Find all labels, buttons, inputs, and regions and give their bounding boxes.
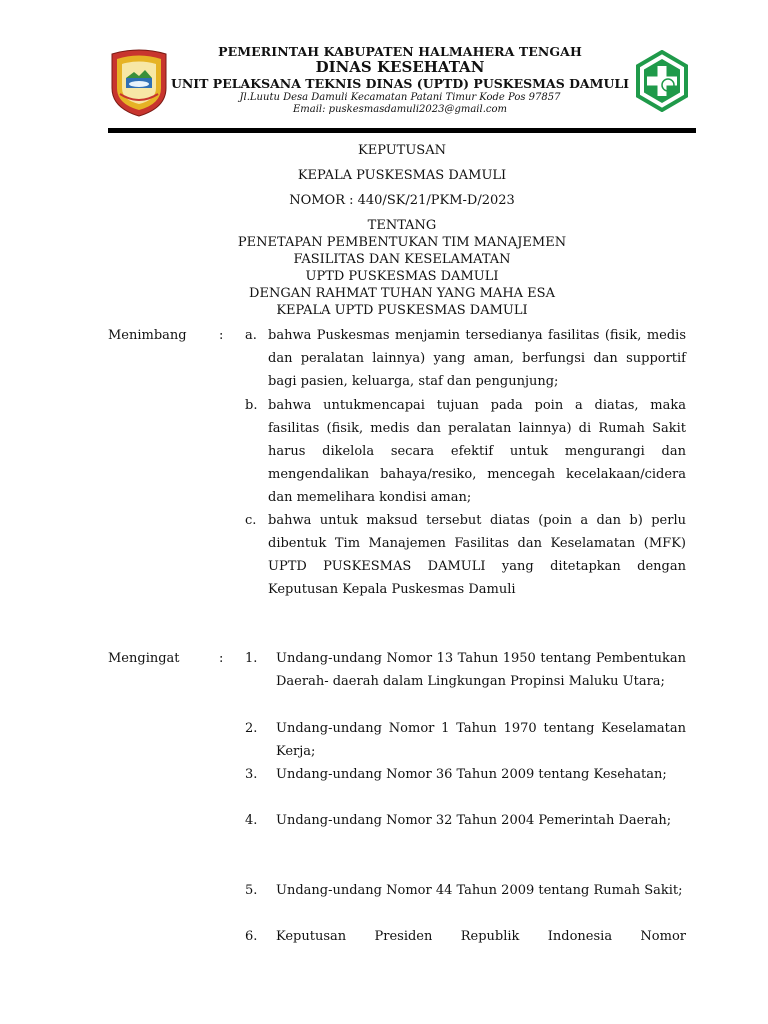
issuer-title: KEPALA PUSKESMAS DAMULI: [297, 168, 507, 183]
health-cross-logo-icon: [634, 50, 690, 112]
mengingat-item-4: Undang-undang Nomor 32 Tahun 2004 Pemerintah Daerah;: [276, 813, 672, 828]
mengingat-item-3: Undang-undang Nomor 36 Tahun 2009 tentang Kesehatan;: [276, 767, 667, 782]
decree-number: NOMOR : 440/SK/21/PKM-D/2023: [289, 193, 515, 208]
menimbang-label: Menimbang: [108, 328, 187, 343]
mengingat-item-5: Undang-undang Nomor 44 Tahun 2009 tentang Rumah Sakit;: [276, 883, 683, 898]
item-marker: b.: [245, 398, 258, 413]
about-label: TENTANG: [367, 218, 437, 233]
mengingat-label: Mengingat: [108, 651, 180, 666]
menimbang-item-c: bahwa untuk maksud tersebut diatas (poin a dan b) perlu dibentuk Tim Manajemen Fasilitas dan Keselamatan (MFK) UPTD PUSKESMAS DAMULI yang ditetapkan dengan Keputusan Kepala Puskesmas Damuli: [268, 513, 686, 597]
item-marker: 3.: [245, 767, 258, 782]
item-marker: 1.: [245, 651, 258, 666]
government-name: PEMERINTAH KABUPATEN HALMAHERA TENGAH: [218, 44, 582, 59]
item-marker: 4.: [245, 813, 258, 828]
decree-title-block: [108, 142, 696, 319]
address-line: Jl.Luutu Desa Damuli Kecamatan Patani Timur Kode Pos 97857: [239, 92, 561, 103]
letterhead-divider: [108, 128, 696, 133]
subject-line: FASILITAS DAN KESELAMATAN: [293, 252, 511, 267]
menimbang-colon: :: [219, 328, 224, 343]
item-marker: 5.: [245, 883, 258, 898]
subject-line: KEPALA UPTD PUSKESMAS DAMULI: [276, 303, 528, 318]
item-marker: a.: [245, 328, 257, 343]
email-line: Email: puskesmasdamuli2023@gmail.com: [292, 104, 507, 115]
regency-coat-of-arms-icon: [108, 48, 170, 118]
menimbang-item-a: bahwa Puskesmas menjamin tersedianya fasilitas (fisik, medis dan peralatan lainnya) yang aman, berfungsi dan supportif bagi pasien, keluarga, staf dan pengunjung;: [268, 328, 686, 389]
unit-name: UNIT PELAKSANA TEKNIS DINAS (UPTD) PUSKESMAS DAMULI: [170, 76, 630, 91]
item-marker: 6.: [245, 929, 258, 944]
item-marker: c.: [245, 513, 257, 528]
document-type: KEPUTUSAN: [358, 143, 446, 158]
mengingat-colon: :: [219, 651, 224, 666]
item-marker: 2.: [245, 721, 258, 736]
mengingat-item-1: Undang-undang Nomor 13 Tahun 1950 tentang Pembentukan Daerah- daerah dalam Lingkungan Propinsi Maluku Utara;: [276, 651, 686, 689]
subject-line: UPTD PUSKESMAS DAMULI: [305, 269, 499, 284]
letterhead: [170, 44, 630, 116]
subject-line: DENGAN RAHMAT TUHAN YANG MAHA ESA: [249, 286, 555, 301]
subject-line: PENETAPAN PEMBENTUKAN TIM MANAJEMEN: [237, 235, 567, 250]
menimbang-item-b: bahwa untukmencapai tujuan pada poin a diatas, maka fasilitas (fisik, medis dan peralatan lainnya) di Rumah Sakit harus dikelola secara efektif untuk mengurangi dan mengendalikan bahaya/resiko, mencegah kecelakaan/cidera dan memelihara kondisi aman;: [268, 398, 686, 505]
mengingat-item-2: Undang-undang Nomor 1 Tahun 1970 tentang Keselamatan Kerja;: [276, 721, 686, 759]
agency-name: DINAS KESEHATAN: [315, 58, 485, 76]
mengingat-item-6: Keputusan Presiden Republik Indonesia Nomor: [276, 929, 686, 944]
